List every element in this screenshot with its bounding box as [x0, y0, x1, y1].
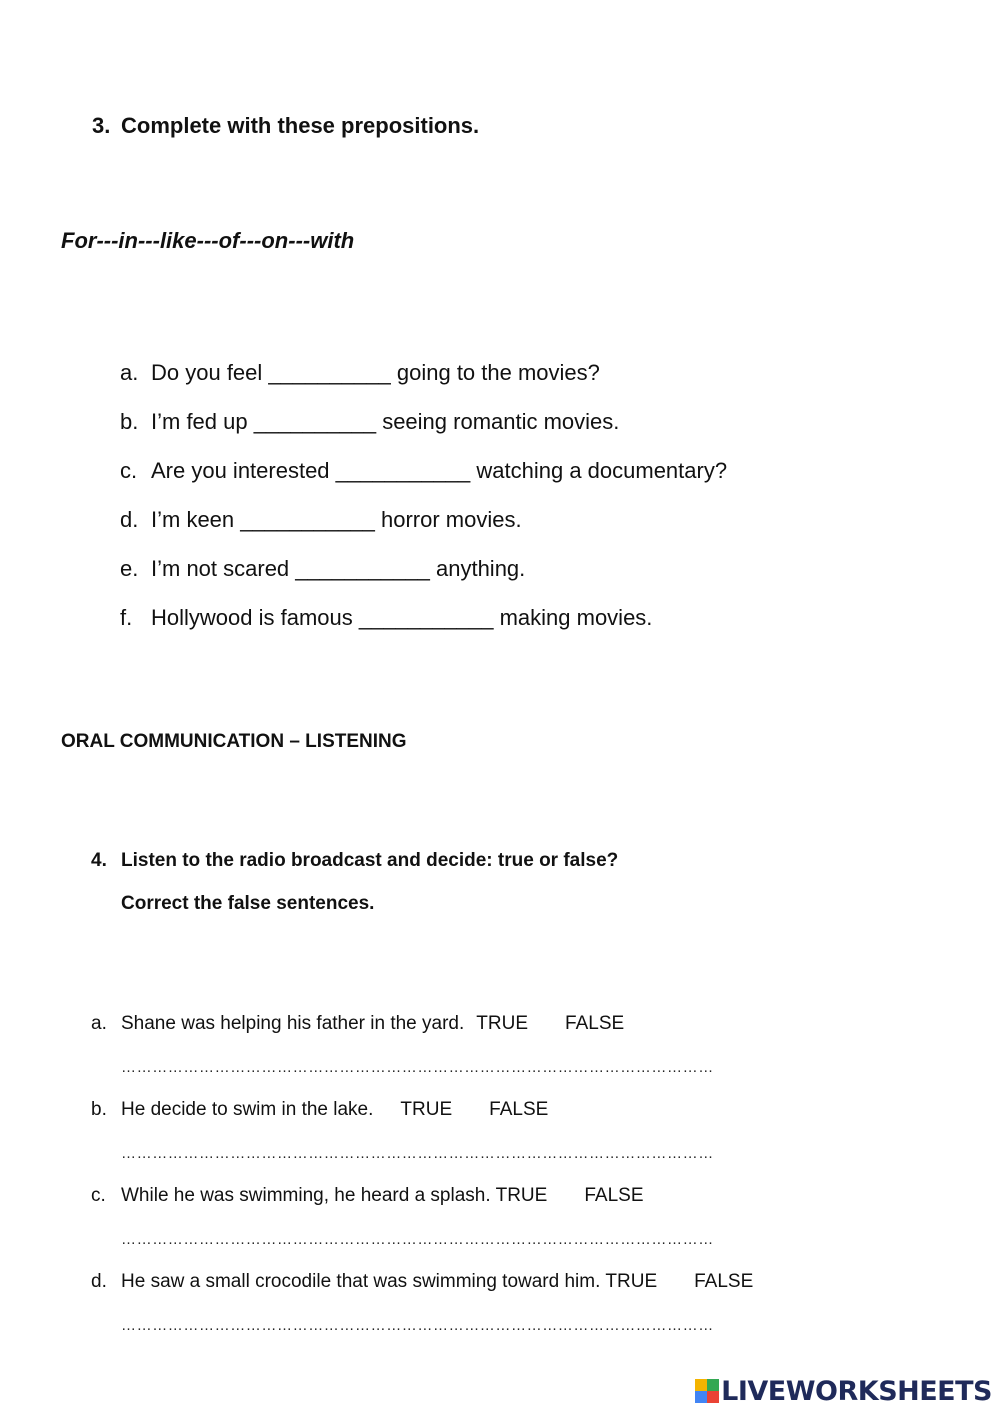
question-item [120, 360, 600, 386]
question-item [120, 556, 525, 582]
item-letter: c. [120, 458, 138, 483]
question-item [120, 458, 727, 484]
item-letter: b. [120, 409, 139, 434]
answer-blank[interactable]: ___________ [335, 458, 471, 483]
item-statement: He decide to swim in the lake. [121, 1099, 374, 1120]
answer-line[interactable]: …………………………………………………………………………………………………… [121, 1317, 714, 1334]
word-bank: For---in---like---of---on---with [61, 228, 355, 253]
exercise-4-heading [91, 850, 618, 872]
item-text-after: making movies. [493, 605, 653, 630]
item-letter: f. [120, 605, 133, 630]
true-false-item [91, 1013, 624, 1035]
item-letter: d. [91, 1271, 107, 1292]
answer-blank[interactable]: ___________ [240, 507, 375, 532]
true-option[interactable]: TRUE [400, 1099, 453, 1120]
true-false-item [91, 1271, 753, 1293]
item-text-before: Do you feel [151, 360, 269, 385]
item-text-before: I’m keen [151, 507, 241, 532]
item-statement: Shane was helping his father in the yard. [121, 1013, 465, 1034]
liveworksheets-logo[interactable] [695, 1375, 992, 1407]
false-option[interactable]: FALSE [489, 1099, 549, 1120]
section-heading: ORAL COMMUNICATION – LISTENING [61, 731, 407, 752]
item-text-after: horror movies. [374, 507, 522, 532]
answer-blank[interactable]: ___________ [295, 556, 430, 581]
exercise-3-heading [92, 113, 479, 139]
question-item [120, 605, 652, 631]
item-text-after: watching a documentary? [470, 458, 728, 483]
item-statement: He saw a small crocodile that was swimming toward him. [121, 1271, 601, 1292]
item-letter: b. [91, 1099, 107, 1120]
exercise-instruction: Listen to the radio broadcast and decide: true or false? [121, 850, 619, 871]
exercise-instruction-line2: Correct the false sentences. [121, 893, 375, 914]
item-text-after: anything. [429, 556, 526, 581]
item-letter: e. [120, 556, 139, 581]
item-text-before: I’m not scared [151, 556, 296, 581]
true-false-item [91, 1185, 644, 1207]
item-text-after: seeing romantic movies. [376, 409, 620, 434]
item-statement: While he was swimming, he heard a splash. [121, 1185, 491, 1206]
exercise-number: 4. [91, 850, 107, 871]
logo-text: LIVEWORKSHEETS [721, 1375, 992, 1407]
item-text-before: I’m fed up [151, 409, 254, 434]
item-letter: a. [91, 1013, 107, 1034]
item-text-before: Hollywood is famous [151, 605, 359, 630]
false-option[interactable]: FALSE [584, 1185, 644, 1206]
answer-blank[interactable]: __________ [268, 360, 391, 385]
true-false-item [91, 1099, 548, 1121]
logo-grid-icon [695, 1379, 719, 1403]
false-option[interactable]: FALSE [694, 1271, 754, 1292]
question-item [120, 409, 619, 435]
answer-line[interactable]: …………………………………………………………………………………………………… [121, 1231, 714, 1248]
item-text-before: Are you interested [151, 458, 336, 483]
answer-line[interactable]: …………………………………………………………………………………………………… [121, 1145, 714, 1162]
answer-blank[interactable]: ___________ [358, 605, 494, 630]
item-letter: c. [91, 1185, 106, 1206]
exercise-instruction: Complete with these prepositions. [121, 113, 480, 138]
exercise-number: 3. [92, 113, 111, 138]
false-option[interactable]: FALSE [565, 1013, 625, 1034]
item-letter: a. [120, 360, 139, 385]
question-item [120, 507, 522, 533]
true-option[interactable]: TRUE [605, 1271, 658, 1292]
item-letter: d. [120, 507, 139, 532]
answer-blank[interactable]: __________ [253, 409, 377, 434]
true-option[interactable]: TRUE [495, 1185, 548, 1206]
item-text-after: going to the movies? [390, 360, 600, 385]
answer-line[interactable]: …………………………………………………………………………………………………… [121, 1059, 714, 1076]
true-option[interactable]: TRUE [476, 1013, 529, 1034]
